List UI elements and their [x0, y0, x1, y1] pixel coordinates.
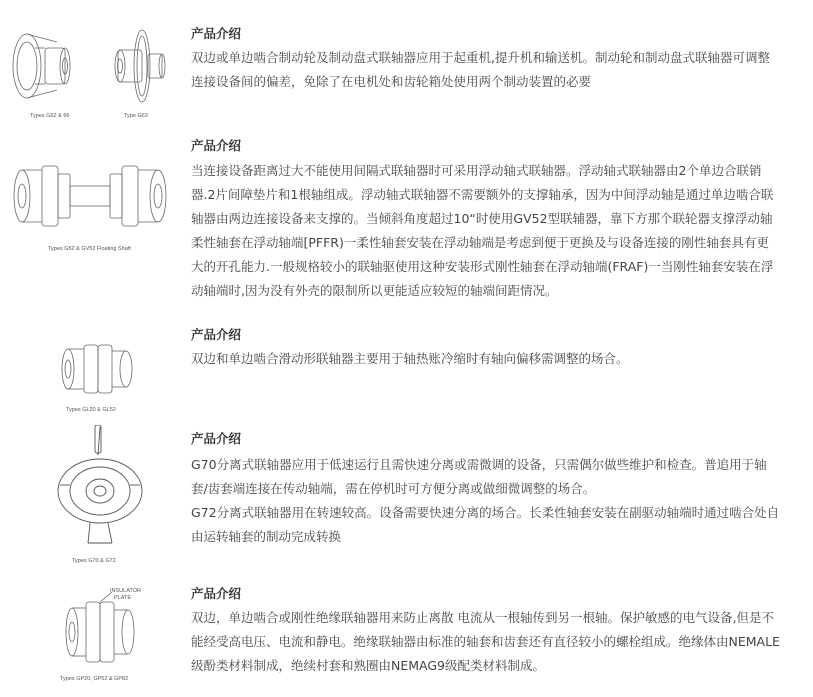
paragraph: 双边，单边啮合或刚性绝缘联轴器用来防止离散 电流从一根轴传到另一根轴。保护敏感的电气设备,但是不能经受高电压、电流和静电。绝缘联轴器由标准的轴套和齿套还有直径较小的螺栓组成。绝缘体由NEMALE级酚类材料制成，绝续村套和熟圈由NEMAG9级配类材料制成。: [191, 610, 780, 673]
product-section-2: [0, 130, 813, 325]
brake-disc-coupling-illustration: [108, 26, 168, 108]
product-section-1: [0, 0, 813, 130]
figure-caption: Types G62 & 66: [30, 113, 70, 119]
figure-caption: Types G70 & G72: [72, 558, 116, 564]
section-title: 产品介绍: [191, 586, 242, 601]
paragraph: G72分离式联轴器用在转速较高。设备需要快速分离的场合。长柔性轴套安装在副驱动轴端时通过啮合处自由运转轴套的制动完成转换: [191, 505, 780, 544]
paragraph: 当连接设备距离过大不能使用间隔式联轴器时可采用浮动轴式联轴器。浮动轴式联轴器由2个单边合联销器.2片间障垫片和1根轴组成。浮动轴式联轴器不需要额外的支撑轴承，因为中间浮动轴是通过单边啮合联轴器由两边连接设备来支撑的。当倾斜角度超过10“时使用GV52型联辅器，靠下方那个联轮器支撑浮动轴柔性轴套在浮动轴端[PFFR)一柔性轴套安装在浮动轴端是考虑到便于更换及与设备连接的刚性轴套具有更大的开孔能力.一般规格较小的联轴驱使用这种安装形式刚性轴套在浮动轴端(FRAF)一当刚性轴套安装在浮动轴端时,因为没有外壳的限制所以更能适应较短的轴端间距情况。: [191, 163, 774, 298]
figure-caption: Types G52 & GV52 Floating Shaft: [48, 246, 131, 252]
insulator-plate-label: INSULATOR: [110, 588, 141, 594]
disconnect-coupling-illustration: [50, 425, 150, 555]
insulated-coupling-illustration: [62, 592, 142, 672]
section-title: 产品介绍: [191, 431, 242, 446]
section-title: 产品介绍: [191, 138, 242, 153]
section-description: [191, 606, 781, 678]
insulator-plate-label: PLATE: [114, 595, 132, 601]
paragraph: 双边和单边啮合滑动形联轴器主要用于轴热账冷缩时有轴向偏移需调整的场合。: [191, 351, 629, 366]
figure-caption: Type G63: [124, 113, 148, 119]
section-title: 产品介绍: [191, 26, 242, 41]
figure-caption: Types GP20, GP52 & GP82: [60, 676, 129, 682]
section-description: [191, 453, 781, 549]
section-description: [191, 159, 781, 303]
floating-shaft-coupling-illustration: [8, 152, 176, 242]
section-title: 产品介绍: [191, 327, 242, 342]
section-description: [191, 347, 781, 371]
figure-caption: Types GL20 & GL52: [66, 407, 116, 413]
paragraph: 双边或单边啮合制动轮及制动盘式联轴器应用于起重机,提升机和输送机。制动轮和制动盘式联轴器可调整连接设备间的偏差，免除了在电机处和齿轮箱处使用两个制动装置的必要: [191, 50, 770, 89]
section-description: [191, 46, 781, 94]
product-section-5: [0, 570, 813, 697]
product-section-3: [0, 325, 813, 425]
paragraph: G70分离式联轴器应用于低速运行且需快速分离或需微调的设备，只需偶尔做些维护和检查。普追用于轴套/齿套端连接在传动轴端，需在停机时可方便分离或做细微调整的场合。: [191, 457, 767, 496]
product-section-4: [0, 425, 813, 570]
brake-wheel-coupling-illustration: [5, 28, 75, 108]
slide-coupling-illustration: [58, 333, 138, 405]
